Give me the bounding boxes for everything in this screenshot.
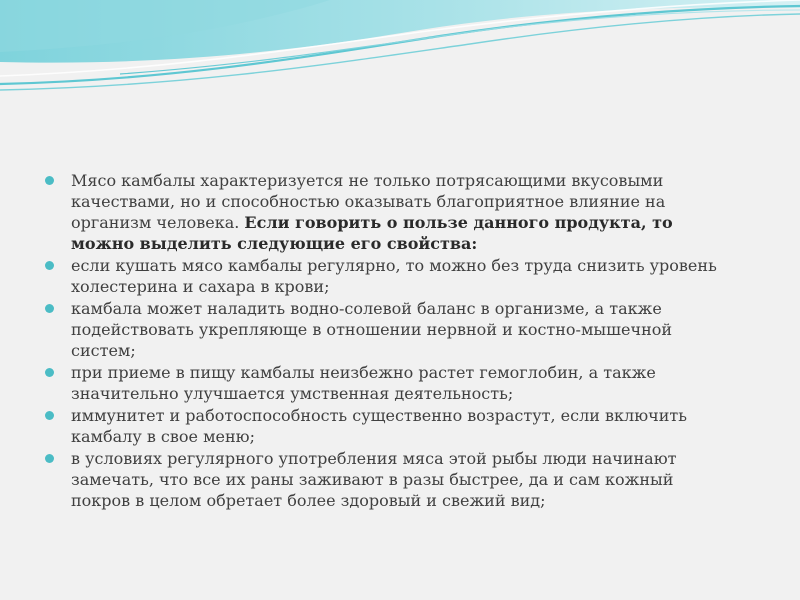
circle-bullet-icon [45, 411, 54, 420]
bullet-text-5: иммунитет и работоспособность существенно возрастут, если включить камбалу в свое меню; [71, 406, 687, 446]
circle-bullet-icon [45, 454, 54, 463]
bullet-item-5 [45, 405, 735, 447]
bullet-text-1: Мясо камбалы характеризуется не только потрясающими вкусовыми качествами, но и способностью оказывать благоприятное влияние на организм человека. [71, 171, 666, 232]
bullet-item-1 [45, 170, 735, 254]
bullet-item-6 [45, 448, 735, 511]
bullet-item-2 [45, 255, 735, 297]
bullet-item-3 [45, 298, 735, 361]
bullet-item-4 [45, 362, 735, 404]
bullet-text-6: в условиях регулярного употребления мяса этой рыбы люди начинают замечать, что все их раны заживают в разы быстрее, да и сам кожный покров в целом обретает более здоровый и свежий вид; [71, 449, 677, 510]
bullet-text-4: при приеме в пищу камбалы неизбежно растет гемоглобин, а также значительно улучшается умственная деятельность; [71, 363, 656, 403]
circle-bullet-icon [45, 304, 54, 313]
bullet-text-2: если кушать мясо камбалы регулярно, то можно без труда снизить уровень холестерина и сахара в крови; [71, 256, 717, 296]
content-area [45, 170, 735, 512]
bullet-bold-1: Если говорить о пользе данного продукта, то можно выделить следующие его свойства: [71, 213, 673, 253]
bullet-text-3: камбала может наладить водно-солевой баланс в организме, а также подействовать укрепляюще в отношении нервной и костно-мышечной систем; [71, 299, 673, 360]
circle-bullet-icon [45, 368, 54, 377]
circle-bullet-icon [45, 176, 54, 185]
circle-bullet-icon [45, 261, 54, 270]
wave-banner [0, 0, 800, 110]
bullet-list [45, 170, 735, 511]
